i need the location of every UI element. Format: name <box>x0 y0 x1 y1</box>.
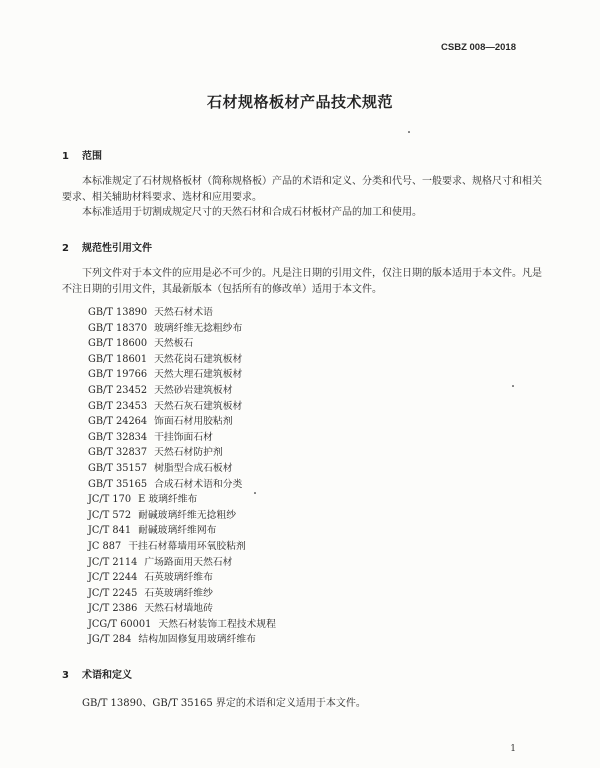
reference-name: 玻璃纤维无捻粗纱布 <box>154 322 243 334</box>
reference-code: JG/T 284 <box>88 634 132 646</box>
section-title: 规范性引用文件 <box>82 243 152 254</box>
section-title: 范围 <box>82 151 102 162</box>
document-code: CSBZ 008—2018 <box>441 42 516 53</box>
reference-item <box>88 570 276 586</box>
reference-item <box>88 414 276 430</box>
reference-code: GB/T 19766 <box>88 369 148 381</box>
reference-code: GB/T 32834 <box>88 431 148 443</box>
reference-name: 天然石材防护剂 <box>154 447 223 459</box>
reference-item <box>88 383 276 399</box>
scan-speck <box>512 385 514 387</box>
reference-item <box>88 617 276 633</box>
reference-name: 合成石材术语和分类 <box>154 478 243 490</box>
reference-item <box>88 305 276 321</box>
reference-code: JC/T 2244 <box>88 572 138 584</box>
reference-code: GB/T 24264 <box>88 416 148 428</box>
paragraph: 下列文件对于本文件的应用是必不可少的。凡是注日期的引用文件，仅注日期的版本适用于本文件。凡是不注日期的引用文件，其最新版本（包括所有的修改单）适用于本文件。 <box>62 268 542 295</box>
reference-item <box>88 601 276 617</box>
section-number: 3 <box>62 670 69 681</box>
reference-code: JC/T 841 <box>88 525 132 537</box>
reference-item <box>88 586 276 602</box>
reference-code: JC 887 <box>88 540 122 552</box>
reference-item <box>88 508 276 524</box>
reference-item <box>88 430 276 446</box>
page-number: 1 <box>510 744 516 754</box>
reference-name: 耐碱玻璃纤维无捻粗纱 <box>138 509 237 521</box>
reference-item <box>88 445 276 461</box>
reference-name: 天然石材墙地砖 <box>144 603 213 615</box>
section-3-body <box>62 696 544 712</box>
reference-name: 天然石灰石建筑板材 <box>154 400 243 412</box>
scan-speck <box>408 131 410 133</box>
reference-name: 天然板石 <box>154 338 194 350</box>
section-2-intro <box>62 266 544 297</box>
reference-name: 天然石材术语 <box>154 307 213 318</box>
paragraph: 本标准规定了石材规格板材（简称规格板）产品的术语和定义、分类和代号、一般要求、规格尺寸和相关要求、相关辅助材料要求、选材和应用要求。 <box>62 176 542 203</box>
reference-item <box>88 399 276 415</box>
reference-item <box>88 461 276 477</box>
reference-name: 天然大理石建筑板材 <box>154 369 243 381</box>
section-1-body <box>62 174 544 221</box>
reference-code: GB/T 13890 <box>88 307 148 318</box>
reference-code: JC/T 170 <box>88 494 132 506</box>
reference-code: JC/T 2114 <box>88 556 138 568</box>
reference-code: GB/T 18370 <box>88 322 148 334</box>
reference-name: 天然砂岩建筑板材 <box>154 384 233 396</box>
section-1-heading <box>62 147 102 162</box>
reference-item <box>88 477 276 493</box>
section-3-heading <box>62 666 132 681</box>
reference-name: 天然石材装饰工程技术规程 <box>158 618 276 630</box>
reference-code: GB/T 23453 <box>88 400 148 412</box>
reference-item <box>88 367 276 383</box>
section-number: 1 <box>62 151 69 162</box>
reference-item <box>88 555 276 571</box>
reference-name: 耐碱玻璃纤维网布 <box>138 525 217 537</box>
reference-code: GB/T 32837 <box>88 447 148 459</box>
document-title: 石材规格板材产品技术规范 <box>206 93 393 111</box>
reference-code: JC/T 2386 <box>88 603 138 615</box>
reference-item <box>88 539 276 555</box>
scan-speck <box>254 492 256 494</box>
reference-name: E 玻璃纤维布 <box>138 494 198 506</box>
section-2-heading <box>62 239 152 254</box>
reference-code: GB/T 35157 <box>88 462 148 474</box>
reference-code: JCG/T 60001 <box>88 618 152 630</box>
reference-name: 结构加固修复用玻璃纤维布 <box>138 634 256 646</box>
reference-name: 干挂石材幕墙用环氧胶粘剂 <box>128 540 246 552</box>
paragraph: GB/T 13890、GB/T 35165 界定的术语和定义适用于本文件。 <box>82 698 366 709</box>
section-number: 2 <box>62 243 69 254</box>
reference-code: JC/T 2245 <box>88 587 138 599</box>
reference-name: 广场路面用天然石材 <box>144 556 233 568</box>
reference-item <box>88 523 276 539</box>
reference-item <box>88 492 276 508</box>
reference-code: GB/T 18600 <box>88 338 148 350</box>
reference-code: GB/T 23452 <box>88 384 148 396</box>
reference-item <box>88 352 276 368</box>
reference-name: 石英玻璃纤维纱 <box>144 587 213 599</box>
paragraph: 本标准适用于切割成规定尺寸的天然石材和合成石材板材产品的加工和使用。 <box>82 207 422 218</box>
reference-code: GB/T 18601 <box>88 353 148 365</box>
reference-name: 树脂型合成石板材 <box>154 462 233 474</box>
reference-item <box>88 336 276 352</box>
reference-name: 饰面石材用胶粘剂 <box>154 416 233 428</box>
reference-list <box>88 305 276 648</box>
reference-item <box>88 632 276 648</box>
reference-name: 石英玻璃纤维布 <box>144 572 213 584</box>
reference-name: 天然花岗石建筑板材 <box>154 353 243 365</box>
reference-name: 干挂饰面石材 <box>154 431 213 443</box>
reference-code: GB/T 35165 <box>88 478 148 490</box>
section-title: 术语和定义 <box>82 670 132 681</box>
reference-code: JC/T 572 <box>88 509 132 521</box>
reference-item <box>88 321 276 337</box>
